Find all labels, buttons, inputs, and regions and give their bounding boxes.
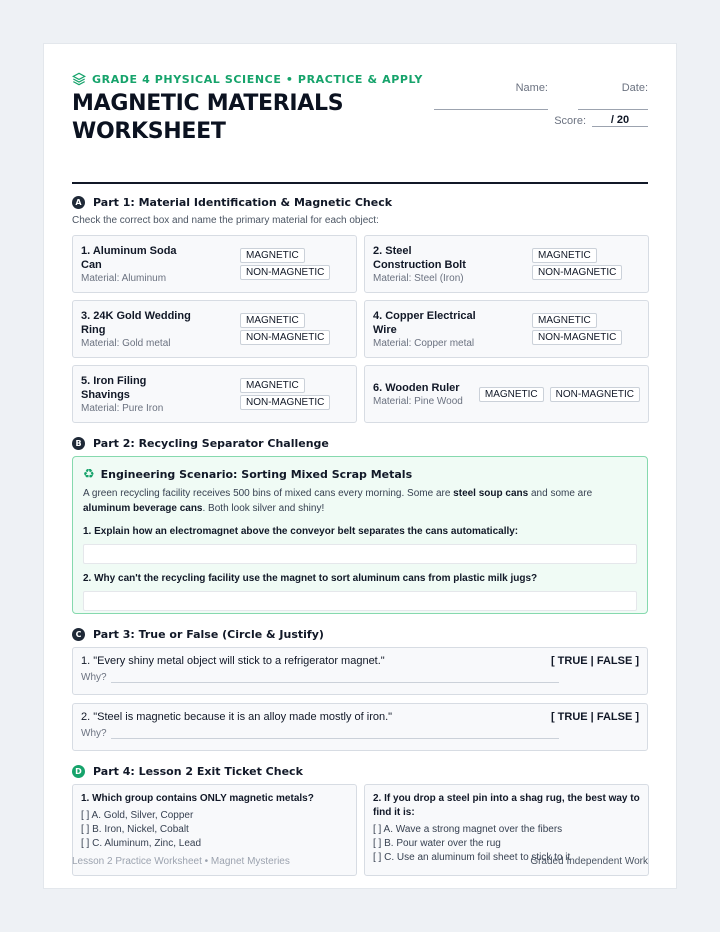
- recycle-icon: ♻: [83, 467, 95, 482]
- object-material: Material: Steel (Iron): [373, 273, 464, 284]
- question-2: 2. Why can't the recycling facility use the magnet to sort aluminum cans from plastic milk jugs?: [83, 573, 538, 584]
- object-material: Material: Pine Wood: [373, 396, 463, 407]
- date-label: Date:: [621, 82, 648, 94]
- why-label: Why?: [81, 672, 107, 683]
- material-card: [72, 365, 357, 423]
- magnetic-checkbox[interactable]: MAGNETIC: [479, 387, 544, 402]
- question-1: 1. Explain how an electromagnet above the conveyor belt separates the cans automatically:: [83, 526, 519, 537]
- scenario-title: Engineering Scenario: Sorting Mixed Scrap Metals: [100, 468, 413, 481]
- magnetic-checkbox[interactable]: MAGNETIC: [532, 248, 597, 263]
- answer-option[interactable]: [ ] A. Gold, Silver, Copper: [81, 810, 194, 821]
- object-material: Material: Aluminum: [81, 273, 167, 284]
- object-material: Material: Pure Iron: [81, 403, 164, 414]
- part-2: [72, 437, 648, 614]
- worksheet-page: [43, 43, 677, 889]
- false-option[interactable]: FALSE ]: [596, 655, 639, 667]
- non-magnetic-checkbox[interactable]: NON-MAGNETIC: [532, 330, 622, 345]
- exit-question: 2. If you drop a steel pin into a shag rug, the best way to find it is:: [373, 793, 640, 818]
- section-title: Part 1: Material Identification & Magnetic Check: [93, 196, 393, 209]
- scenario-text: A green recycling facility receives 500 bins of mixed cans every morning. Some are steel soup cans and some are aluminum beverage cans. Both look silver and shiny!: [83, 488, 593, 514]
- material-card: [72, 235, 357, 293]
- section-badge: C: [72, 628, 85, 641]
- answer-field-1[interactable]: [83, 544, 637, 564]
- material-card: [364, 235, 649, 293]
- why-label: Why?: [81, 728, 107, 739]
- statement: 2. "Steel is magnetic because it is an alloy made mostly of iron.": [81, 711, 393, 723]
- non-magnetic-checkbox[interactable]: NON-MAGNETIC: [532, 265, 622, 280]
- material-card: [72, 300, 357, 358]
- score-label: Score:: [554, 115, 586, 127]
- why-answer-line[interactable]: [111, 674, 559, 683]
- magnetic-checkbox[interactable]: MAGNETIC: [240, 313, 305, 328]
- name-field[interactable]: [434, 82, 548, 110]
- score-field[interactable]: / 20: [592, 114, 648, 127]
- true-option[interactable]: [ TRUE: [550, 711, 588, 723]
- non-magnetic-checkbox[interactable]: NON-MAGNETIC: [550, 387, 640, 402]
- why-answer-line[interactable]: [111, 730, 559, 739]
- material-grid: [72, 235, 648, 423]
- answer-option[interactable]: [ ] C. Use an aluminum foil sheet to stick to it: [373, 852, 571, 863]
- object-material: Material: Gold metal: [81, 338, 171, 349]
- date-field[interactable]: [578, 82, 648, 110]
- scenario-box: [72, 456, 648, 614]
- true-false-item: 1. "Every shiny metal object will stick to a refrigerator magnet." [ TRUE | FALSE ] Why?: [72, 647, 648, 695]
- true-option[interactable]: [ TRUE: [550, 655, 588, 667]
- magnetic-checkbox[interactable]: MAGNETIC: [240, 378, 305, 393]
- object-name: 3. 24K Gold Wedding Ring: [81, 310, 191, 336]
- section-badge: D: [72, 765, 85, 778]
- answer-option[interactable]: [ ] B. Pour water over the rug: [373, 838, 501, 849]
- non-magnetic-checkbox[interactable]: NON-MAGNETIC: [240, 395, 330, 410]
- answer-field-2[interactable]: [83, 591, 637, 611]
- object-material: Material: Copper metal: [373, 338, 475, 349]
- material-card: [364, 300, 649, 358]
- name-label: Name:: [515, 82, 548, 94]
- magnetic-checkbox[interactable]: MAGNETIC: [532, 313, 597, 328]
- worksheet-header: [72, 72, 648, 184]
- object-name: 6. Wooden Ruler: [373, 382, 460, 394]
- non-magnetic-checkbox[interactable]: NON-MAGNETIC: [240, 265, 330, 280]
- student-info: [434, 82, 648, 127]
- answer-option[interactable]: [ ] A. Wave a strong magnet over the fibers: [373, 824, 563, 835]
- non-magnetic-checkbox[interactable]: NON-MAGNETIC: [240, 330, 330, 345]
- object-name: 5. Iron Filing Shavings: [81, 375, 147, 401]
- section-title: Part 3: True or False (Circle & Justify): [93, 628, 324, 641]
- exit-question: 1. Which group contains ONLY magnetic metals?: [81, 793, 314, 804]
- footer-left: Lesson 2 Practice Worksheet • Magnet Mysteries: [72, 856, 290, 867]
- section-badge: B: [72, 437, 85, 450]
- kicker-text: GRADE 4 PHYSICAL SCIENCE • PRACTICE & APPLY: [92, 72, 423, 86]
- false-option[interactable]: FALSE ]: [596, 711, 639, 723]
- instruction: Check the correct box and name the primary material for each object:: [72, 215, 379, 226]
- section-badge: A: [72, 196, 85, 209]
- part-1: [72, 196, 648, 423]
- section-title: Part 4: Lesson 2 Exit Ticket Check: [93, 765, 303, 778]
- object-name: 4. Copper Electrical Wire: [373, 310, 476, 336]
- page-footer: [72, 856, 648, 867]
- section-title: Part 2: Recycling Separator Challenge: [93, 437, 329, 450]
- part-3: [72, 628, 648, 751]
- page-title: MAGNETIC MATERIALS WORKSHEET: [72, 91, 344, 144]
- layers-icon: [72, 72, 86, 86]
- material-card: [364, 365, 649, 423]
- object-name: 1. Aluminum Soda Can: [81, 245, 177, 271]
- statement: 1. "Every shiny metal object will stick to a refrigerator magnet.": [81, 655, 385, 667]
- footer-right: Graded Independent Work: [530, 856, 648, 867]
- answer-option[interactable]: [ ] C. Aluminum, Zinc, Lead: [81, 838, 202, 849]
- true-false-item: 2. "Steel is magnetic because it is an alloy made mostly of iron." [ TRUE | FALSE ] Why?: [72, 703, 648, 751]
- object-name: 2. Steel Construction Bolt: [373, 245, 466, 271]
- magnetic-checkbox[interactable]: MAGNETIC: [240, 248, 305, 263]
- answer-option[interactable]: [ ] B. Iron, Nickel, Cobalt: [81, 824, 189, 835]
